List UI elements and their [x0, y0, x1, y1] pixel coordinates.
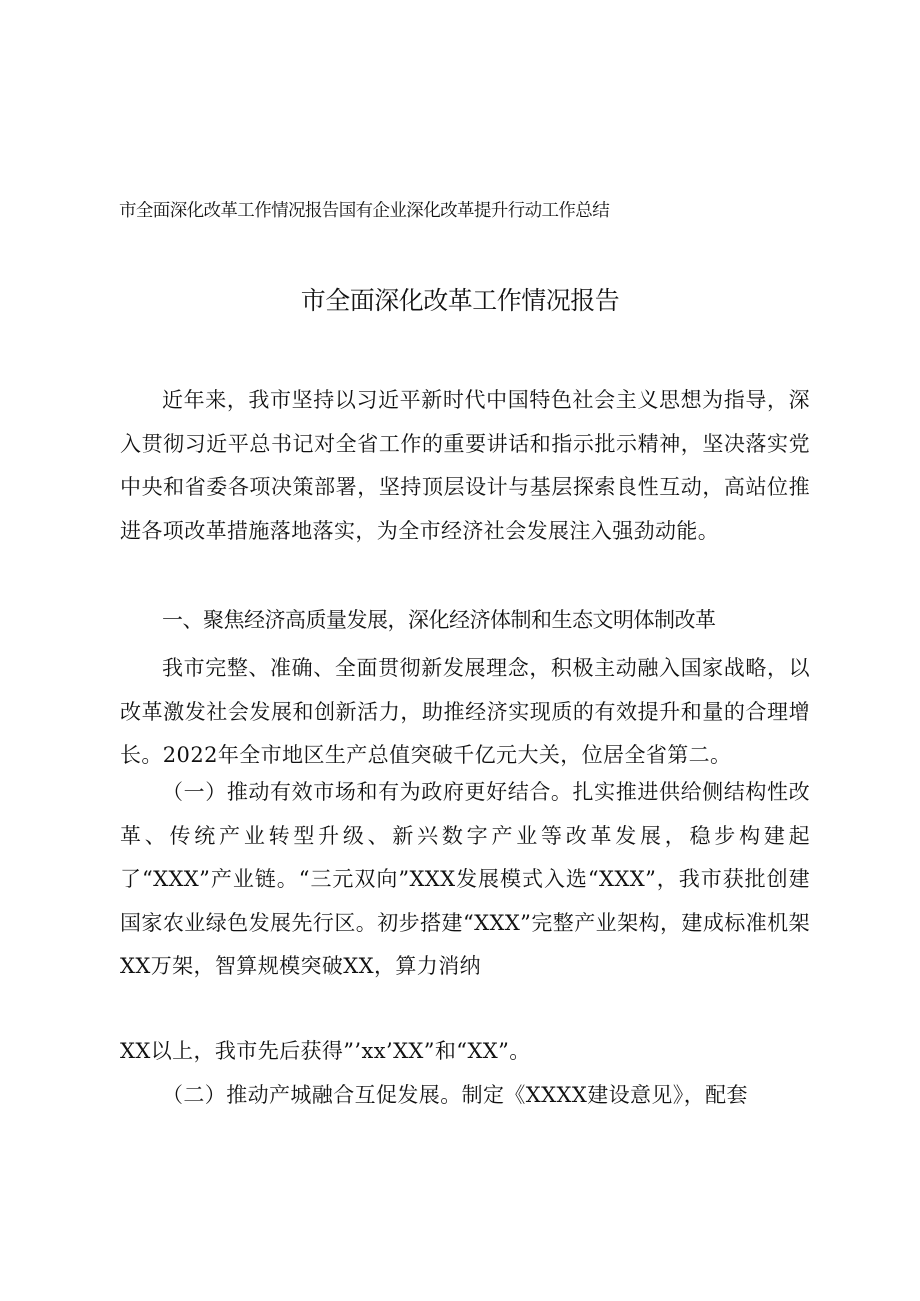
section-1-heading: 一、聚焦经济高质量发展，深化经济体制和生态文明体制改革	[162, 608, 716, 632]
subsection-1-continued-paragraph: XX以上，我市先后获得”’xx’XX”和“XX”。	[120, 1039, 531, 1063]
intro-paragraph: 近年来，我市坚持以习近平新时代中国特色社会主义思想为指导，深入贯彻习近平总书记对全省工作的重要讲话和指示批示精神，坚决落实党中央和省委各项决策部署，坚持顶层设计与基层探索良性互动，高站位推进各项改革措施落地落实，为全市经济社会发展注入强劲动能。	[120, 388, 810, 543]
subsection-1-paragraph: （一）推动有效市场和有为政府更好结合。扎实推进供给侧结构性改革、传统产业转型升级、新兴数字产业等改革发展，稳步构建起了“XXX”产业链。“三元双向”XXX发展模式入选“XXX”，我市获批创建国家农业绿色发展先行区。初步搭建“XXX”完整产业架构，建成标准机架XX万架，智算规模突破XX，算力消纳	[120, 780, 810, 978]
document-header-line: 市全面深化改革工作情况报告国有企业深化改革提升行动工作总结	[119, 201, 610, 221]
subsection-2-paragraph: （二）推动产城融合互促发展。制定《XXXX建设意见》，配套	[162, 1083, 748, 1107]
section-1-body-paragraph: 我市完整、准确、全面贯彻新发展理念，积极主动融入国家战略，以改革激发社会发展和创新活力，助推经济实现质的有效提升和量的合理增长。2022年全市地区生产总值突破千亿元大关，位居全省第二。	[120, 656, 810, 767]
document-title: 市全面深化改革工作情况报告	[300, 286, 620, 315]
